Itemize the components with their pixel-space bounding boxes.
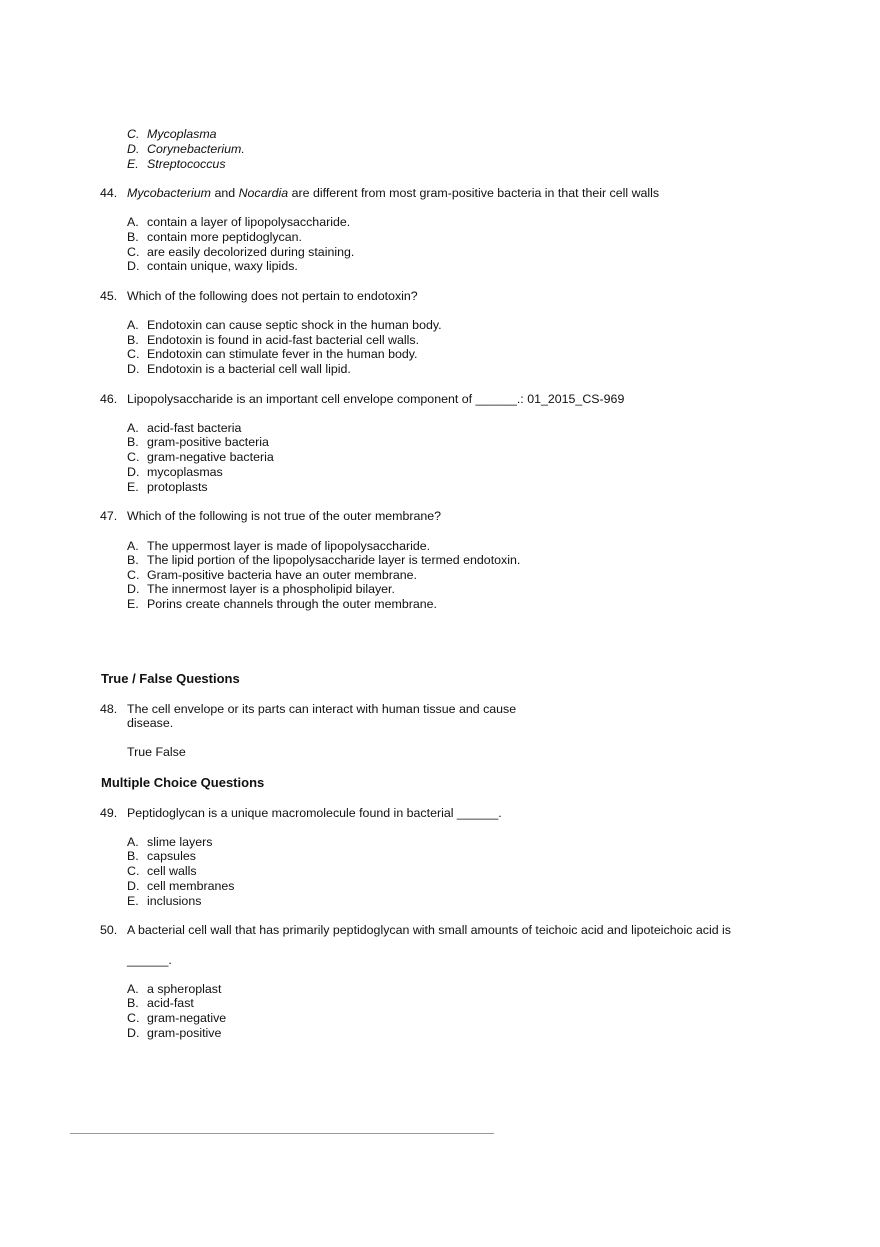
option-b: B. Endotoxin is found in acid-fast bacterial cell walls. [127,333,420,347]
question-text-continued: disease. [127,716,174,730]
question-number: 50. [100,923,118,937]
option-d: D. gram-positive [127,1026,222,1040]
option-d: D. mycoplasmas [127,465,223,479]
question-number: 45. [100,289,118,303]
question-text: Which of the following is not true of the outer membrane? [127,509,442,523]
option-c: C. gram-negative [127,1011,227,1025]
true-false-answer: True False [127,745,186,759]
option-a: A. contain a layer of lipopolysaccharide. [127,215,351,229]
question-number: 46. [100,392,118,406]
question-text: Which of the following does not pertain to endotoxin? [127,289,418,303]
option-d: D. Corynebacterium. [127,142,245,156]
option-b: B. The lipid portion of the lipopolysaccharide layer is termed endotoxin. [127,553,521,567]
question-number: 49. [100,806,118,820]
option-c: C. Gram-positive bacteria have an outer membrane. [127,568,417,582]
question-text: Lipopolysaccharide is an important cell envelope component of ______.: 01_2015_CS-969 [127,392,625,406]
option-e: E. inclusions [127,894,202,908]
question-text: Peptidoglycan is a unique macromolecule found in bacterial ______. [127,806,502,820]
option-c: C. Mycoplasma [127,127,217,141]
option-e: E. protoplasts [127,480,208,494]
question-number: 48. [100,702,118,716]
option-d: D. The innermost layer is a phospholipid bilayer. [127,582,395,596]
option-c: C. gram-negative bacteria [127,450,274,464]
section-heading-multiple-choice: Multiple Choice Questions [101,775,265,790]
question-number: 44. [100,186,118,200]
option-d: D. Endotoxin is a bacterial cell wall lipid. [127,362,351,376]
option-a: A. a spheroplast [127,982,222,996]
option-a: A. slime layers [127,835,213,849]
option-b: B. capsules [127,849,196,863]
section-heading-true-false: True / False Questions [101,671,240,686]
question-text-continued: ______. [127,953,172,967]
option-d: D. contain unique, waxy lipids. [127,259,298,273]
option-b: B. acid-fast [127,996,194,1010]
option-c: C. Endotoxin can stimulate fever in the human body. [127,347,418,361]
question-text: The cell envelope or its parts can interact with human tissue and cause [127,702,517,716]
question-text: Mycobacterium and Nocardia are different from most gram-positive bacteria in that their cell walls [127,186,660,200]
question-text: A bacterial cell wall that has primarily peptidoglycan with small amounts of teichoic acid and lipoteichoic acid is [127,923,731,937]
option-e: E. Streptococcus [127,157,226,171]
option-a: A. The uppermost layer is made of lipopolysaccharide. [127,539,431,553]
option-c: C. cell walls [127,864,197,878]
option-c: C. are easily decolorized during staining. [127,245,355,259]
question-number: 47. [100,509,118,523]
footer-divider [70,1133,494,1134]
option-e: E. Porins create channels through the outer membrane. [127,597,437,611]
option-a: A. acid-fast bacteria [127,421,242,435]
option-a: A. Endotoxin can cause septic shock in the human body. [127,318,442,332]
option-b: B. gram-positive bacteria [127,435,269,449]
option-b: B. contain more peptidoglycan. [127,230,302,244]
option-d: D. cell membranes [127,879,235,893]
